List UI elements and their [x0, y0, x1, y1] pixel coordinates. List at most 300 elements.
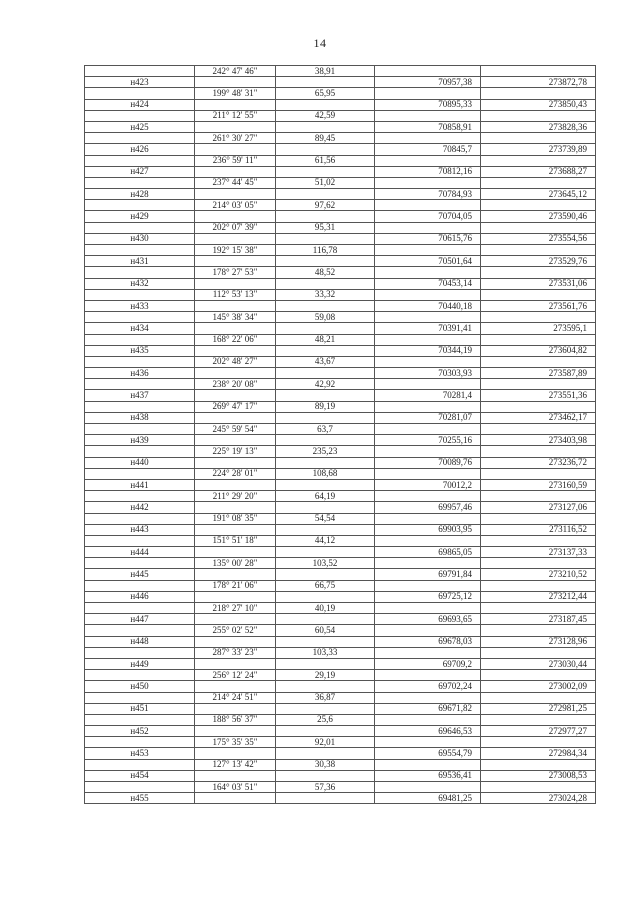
x-cell: 70089,76: [375, 457, 481, 468]
x-cell: [375, 603, 481, 614]
distance-cell: [276, 479, 375, 490]
point-cell: н431: [85, 256, 195, 267]
point-cell: н423: [85, 77, 195, 88]
direction-angle-cell: 188° 56' 37": [195, 714, 276, 725]
x-cell: 69791,84: [375, 569, 481, 580]
point-row: [85, 793, 596, 804]
y-cell: [481, 737, 596, 748]
point-cell: [85, 379, 195, 390]
distance-cell: [276, 636, 375, 647]
direction-angle-cell: 202° 48' 27": [195, 356, 276, 367]
x-cell: 70303,93: [375, 368, 481, 379]
point-cell: [85, 513, 195, 524]
point-row: [85, 748, 596, 759]
x-cell: 69671,82: [375, 703, 481, 714]
distance-cell: 64,19: [276, 491, 375, 502]
y-cell: 273403,98: [481, 435, 596, 446]
point-cell: н441: [85, 479, 195, 490]
y-cell: 273645,12: [481, 189, 596, 200]
direction-angle-cell: [195, 547, 276, 558]
segment-row: [85, 155, 596, 166]
distance-cell: 42,59: [276, 110, 375, 121]
x-cell: 69709,2: [375, 658, 481, 669]
direction-angle-cell: [195, 278, 276, 289]
point-row: [85, 681, 596, 692]
point-cell: [85, 737, 195, 748]
x-cell: 70281,4: [375, 390, 481, 401]
direction-angle-cell: [195, 793, 276, 804]
x-cell: [375, 759, 481, 770]
x-cell: [375, 379, 481, 390]
distance-cell: [276, 256, 375, 267]
point-cell: [85, 334, 195, 345]
segment-row: [85, 670, 596, 681]
distance-cell: [276, 390, 375, 401]
y-cell: 273554,56: [481, 233, 596, 244]
direction-angle-cell: 168° 22' 06": [195, 334, 276, 345]
direction-angle-cell: [195, 658, 276, 669]
y-cell: [481, 133, 596, 144]
segment-row: [85, 356, 596, 367]
point-row: [85, 502, 596, 513]
direction-angle-cell: 151° 51' 18": [195, 535, 276, 546]
distance-cell: 95,31: [276, 222, 375, 233]
point-cell: н446: [85, 591, 195, 602]
distance-cell: [276, 614, 375, 625]
segment-row: [85, 491, 596, 502]
direction-angle-cell: [195, 166, 276, 177]
x-cell: [375, 424, 481, 435]
x-cell: [375, 289, 481, 300]
direction-angle-cell: 178° 27' 53": [195, 267, 276, 278]
x-cell: [375, 513, 481, 524]
y-cell: 272981,25: [481, 703, 596, 714]
point-cell: [85, 759, 195, 770]
point-cell: н444: [85, 547, 195, 558]
direction-angle-cell: [195, 233, 276, 244]
point-cell: [85, 714, 195, 725]
direction-angle-cell: 225° 19' 13": [195, 446, 276, 457]
segment-row: [85, 737, 596, 748]
distance-cell: [276, 211, 375, 222]
point-cell: н433: [85, 300, 195, 311]
point-cell: н448: [85, 636, 195, 647]
point-cell: н434: [85, 323, 195, 334]
segment-row: [85, 312, 596, 323]
point-cell: н437: [85, 390, 195, 401]
distance-cell: [276, 681, 375, 692]
direction-angle-cell: 164° 03' 51": [195, 782, 276, 793]
point-cell: [85, 580, 195, 591]
direction-angle-cell: 214° 24' 51": [195, 692, 276, 703]
distance-cell: [276, 144, 375, 155]
y-cell: 273160,59: [481, 479, 596, 490]
y-cell: 273210,52: [481, 569, 596, 580]
y-cell: [481, 670, 596, 681]
point-row: [85, 233, 596, 244]
direction-angle-cell: [195, 591, 276, 602]
point-cell: [85, 88, 195, 99]
direction-angle-cell: [195, 211, 276, 222]
y-cell: 273529,76: [481, 256, 596, 267]
distance-cell: 92,01: [276, 737, 375, 748]
point-cell: [85, 222, 195, 233]
y-cell: 273595,1: [481, 323, 596, 334]
point-cell: [85, 66, 195, 77]
point-cell: [85, 625, 195, 636]
point-row: [85, 435, 596, 446]
direction-angle-cell: [195, 457, 276, 468]
distance-cell: 89,45: [276, 133, 375, 144]
y-cell: [481, 289, 596, 300]
y-cell: 273828,36: [481, 121, 596, 132]
segment-row: [85, 401, 596, 412]
direction-angle-cell: [195, 703, 276, 714]
point-cell: [85, 312, 195, 323]
distance-cell: [276, 435, 375, 446]
y-cell: [481, 88, 596, 99]
distance-cell: [276, 368, 375, 379]
segment-row: [85, 759, 596, 770]
point-row: [85, 99, 596, 110]
x-cell: [375, 714, 481, 725]
distance-cell: 54,54: [276, 513, 375, 524]
direction-angle-cell: 214° 03' 05": [195, 200, 276, 211]
distance-cell: 65,95: [276, 88, 375, 99]
point-cell: [85, 670, 195, 681]
distance-cell: [276, 278, 375, 289]
segment-row: [85, 647, 596, 658]
point-cell: [85, 200, 195, 211]
x-cell: [375, 625, 481, 636]
y-cell: [481, 714, 596, 725]
point-row: [85, 569, 596, 580]
x-cell: [375, 177, 481, 188]
point-cell: [85, 424, 195, 435]
distance-cell: 40,19: [276, 603, 375, 614]
y-cell: [481, 535, 596, 546]
direction-angle-cell: 269° 47' 17": [195, 401, 276, 412]
y-cell: 273024,28: [481, 793, 596, 804]
segment-row: [85, 625, 596, 636]
y-cell: [481, 155, 596, 166]
point-row: [85, 144, 596, 155]
distance-cell: 116,78: [276, 245, 375, 256]
x-cell: 69903,95: [375, 524, 481, 535]
x-cell: 69957,46: [375, 502, 481, 513]
page-number: 14: [313, 36, 327, 50]
point-row: [85, 547, 596, 558]
y-cell: [481, 334, 596, 345]
y-cell: 273604,82: [481, 345, 596, 356]
distance-cell: 48,52: [276, 267, 375, 278]
distance-cell: 30,38: [276, 759, 375, 770]
direction-angle-cell: [195, 636, 276, 647]
point-row: [85, 77, 596, 88]
y-cell: 273688,27: [481, 166, 596, 177]
x-cell: 70812,16: [375, 166, 481, 177]
segment-row: [85, 782, 596, 793]
point-cell: н428: [85, 189, 195, 200]
y-cell: [481, 110, 596, 121]
distance-cell: 66,75: [276, 580, 375, 591]
distance-cell: [276, 412, 375, 423]
point-cell: [85, 491, 195, 502]
y-cell: [481, 759, 596, 770]
y-cell: 273462,17: [481, 412, 596, 423]
direction-angle-cell: 135° 00' 28": [195, 558, 276, 569]
y-cell: [481, 267, 596, 278]
point-cell: н424: [85, 99, 195, 110]
x-cell: 70453,14: [375, 278, 481, 289]
direction-angle-cell: 237° 44' 45": [195, 177, 276, 188]
x-cell: 69678,03: [375, 636, 481, 647]
point-cell: [85, 245, 195, 256]
point-cell: [85, 468, 195, 479]
direction-angle-cell: [195, 256, 276, 267]
y-cell: [481, 177, 596, 188]
point-row: [85, 457, 596, 468]
x-cell: 69725,12: [375, 591, 481, 602]
y-cell: 273739,89: [481, 144, 596, 155]
point-cell: [85, 133, 195, 144]
direction-angle-cell: 224° 28' 01": [195, 468, 276, 479]
segment-row: [85, 200, 596, 211]
distance-cell: [276, 166, 375, 177]
x-cell: [375, 446, 481, 457]
y-cell: [481, 558, 596, 569]
segment-row: [85, 603, 596, 614]
y-cell: [481, 580, 596, 591]
distance-cell: 43,67: [276, 356, 375, 367]
point-row: [85, 368, 596, 379]
y-cell: [481, 692, 596, 703]
distance-cell: [276, 502, 375, 513]
distance-cell: 89,19: [276, 401, 375, 412]
x-cell: [375, 133, 481, 144]
point-cell: [85, 558, 195, 569]
direction-angle-cell: 178° 21' 06": [195, 580, 276, 591]
point-cell: н447: [85, 614, 195, 625]
x-cell: 69554,79: [375, 748, 481, 759]
point-cell: [85, 782, 195, 793]
segment-row: [85, 334, 596, 345]
y-cell: [481, 222, 596, 233]
y-cell: [481, 312, 596, 323]
point-cell: н454: [85, 770, 195, 781]
point-row: [85, 726, 596, 737]
x-cell: 69865,05: [375, 547, 481, 558]
point-cell: н445: [85, 569, 195, 580]
point-cell: н432: [85, 278, 195, 289]
point-cell: н436: [85, 368, 195, 379]
x-cell: 70391,41: [375, 323, 481, 334]
y-cell: 273137,33: [481, 547, 596, 558]
segment-row: [85, 446, 596, 457]
coordinates-table: [84, 65, 596, 804]
y-cell: 273212,44: [481, 591, 596, 602]
distance-cell: 29,19: [276, 670, 375, 681]
direction-angle-cell: 202° 07' 39": [195, 222, 276, 233]
direction-angle-cell: [195, 412, 276, 423]
y-cell: [481, 424, 596, 435]
direction-angle-cell: 287° 33' 23": [195, 647, 276, 658]
x-cell: [375, 245, 481, 256]
x-cell: 70344,19: [375, 345, 481, 356]
x-cell: 70501,64: [375, 256, 481, 267]
direction-angle-cell: [195, 726, 276, 737]
distance-cell: 59,08: [276, 312, 375, 323]
point-row: [85, 658, 596, 669]
direction-angle-cell: 245° 59' 54": [195, 424, 276, 435]
x-cell: [375, 692, 481, 703]
distance-cell: 103,33: [276, 647, 375, 658]
distance-cell: [276, 233, 375, 244]
point-cell: [85, 267, 195, 278]
x-cell: [375, 88, 481, 99]
y-cell: [481, 513, 596, 524]
direction-angle-cell: [195, 681, 276, 692]
point-cell: н425: [85, 121, 195, 132]
segment-row: [85, 379, 596, 390]
point-cell: [85, 647, 195, 658]
x-cell: [375, 356, 481, 367]
y-cell: [481, 625, 596, 636]
point-row: [85, 636, 596, 647]
point-cell: н453: [85, 748, 195, 759]
direction-angle-cell: [195, 99, 276, 110]
y-cell: 273128,96: [481, 636, 596, 647]
x-cell: [375, 491, 481, 502]
y-cell: 273551,36: [481, 390, 596, 401]
point-cell: н455: [85, 793, 195, 804]
x-cell: [375, 401, 481, 412]
segment-row: [85, 535, 596, 546]
distance-cell: [276, 658, 375, 669]
direction-angle-cell: [195, 569, 276, 580]
direction-angle-cell: [195, 524, 276, 535]
direction-angle-cell: [195, 479, 276, 490]
point-cell: н427: [85, 166, 195, 177]
point-row: [85, 479, 596, 490]
x-cell: [375, 267, 481, 278]
point-cell: н440: [85, 457, 195, 468]
distance-cell: 44,12: [276, 535, 375, 546]
point-cell: н435: [85, 345, 195, 356]
point-cell: н426: [85, 144, 195, 155]
x-cell: [375, 312, 481, 323]
x-cell: 70704,05: [375, 211, 481, 222]
x-cell: 70255,16: [375, 435, 481, 446]
distance-cell: 42,92: [276, 379, 375, 390]
point-row: [85, 256, 596, 267]
x-cell: 70012,2: [375, 479, 481, 490]
point-cell: [85, 356, 195, 367]
point-cell: н451: [85, 703, 195, 714]
distance-cell: [276, 121, 375, 132]
point-row: [85, 390, 596, 401]
direction-angle-cell: 242° 47' 46": [195, 66, 276, 77]
distance-cell: [276, 300, 375, 311]
direction-angle-cell: 255° 02' 52": [195, 625, 276, 636]
x-cell: [375, 110, 481, 121]
y-cell: 272984,34: [481, 748, 596, 759]
distance-cell: 63,7: [276, 424, 375, 435]
direction-angle-cell: 211° 29' 20": [195, 491, 276, 502]
x-cell: 70845,7: [375, 144, 481, 155]
distance-cell: [276, 323, 375, 334]
direction-angle-cell: 218° 27' 10": [195, 603, 276, 614]
segment-row: [85, 267, 596, 278]
y-cell: [481, 245, 596, 256]
y-cell: 272977,27: [481, 726, 596, 737]
y-cell: 273590,46: [481, 211, 596, 222]
point-cell: н438: [85, 412, 195, 423]
y-cell: 273116,52: [481, 524, 596, 535]
y-cell: 273127,06: [481, 502, 596, 513]
y-cell: [481, 66, 596, 77]
point-row: [85, 211, 596, 222]
distance-cell: 108,68: [276, 468, 375, 479]
direction-angle-cell: 238° 20' 08": [195, 379, 276, 390]
segment-row: [85, 424, 596, 435]
point-row: [85, 524, 596, 535]
direction-angle-cell: [195, 121, 276, 132]
distance-cell: 97,62: [276, 200, 375, 211]
point-cell: [85, 401, 195, 412]
x-cell: 70895,33: [375, 99, 481, 110]
x-cell: [375, 670, 481, 681]
point-row: [85, 300, 596, 311]
point-cell: н449: [85, 658, 195, 669]
distance-cell: [276, 345, 375, 356]
distance-cell: 25,6: [276, 714, 375, 725]
distance-cell: [276, 99, 375, 110]
distance-cell: [276, 189, 375, 200]
direction-angle-cell: [195, 390, 276, 401]
distance-cell: [276, 77, 375, 88]
segment-row: [85, 580, 596, 591]
y-cell: [481, 782, 596, 793]
point-cell: [85, 155, 195, 166]
y-cell: 273008,53: [481, 770, 596, 781]
direction-angle-cell: 236° 59' 11": [195, 155, 276, 166]
direction-angle-cell: [195, 770, 276, 781]
point-cell: [85, 110, 195, 121]
direction-angle-cell: 256° 12' 24": [195, 670, 276, 681]
x-cell: [375, 468, 481, 479]
point-cell: н443: [85, 524, 195, 535]
y-cell: [481, 379, 596, 390]
y-cell: 273030,44: [481, 658, 596, 669]
point-row: [85, 278, 596, 289]
distance-cell: 235,23: [276, 446, 375, 457]
x-cell: 70858,91: [375, 121, 481, 132]
point-cell: н450: [85, 681, 195, 692]
point-row: [85, 591, 596, 602]
distance-cell: [276, 726, 375, 737]
x-cell: 69481,25: [375, 793, 481, 804]
point-row: [85, 614, 596, 625]
x-cell: 70957,38: [375, 77, 481, 88]
direction-angle-cell: [195, 77, 276, 88]
x-cell: 69536,41: [375, 770, 481, 781]
segment-row: [85, 245, 596, 256]
segment-row: [85, 88, 596, 99]
segment-row: [85, 692, 596, 703]
direction-angle-cell: 127° 13' 42": [195, 759, 276, 770]
y-cell: [481, 200, 596, 211]
